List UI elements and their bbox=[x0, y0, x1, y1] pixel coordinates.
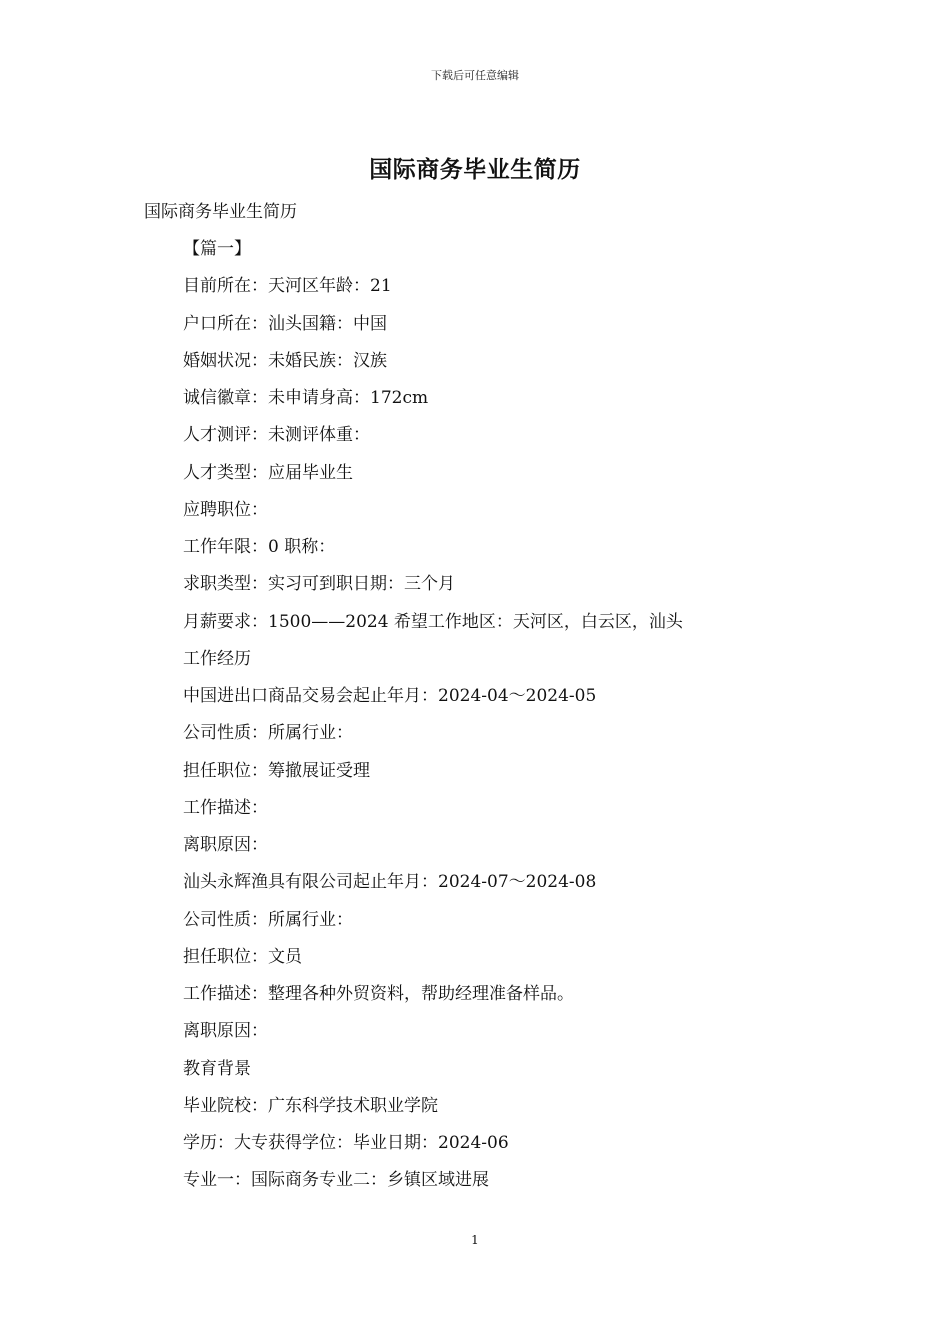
text-line: 目前所在：天河区年龄：21 bbox=[183, 276, 392, 297]
text-line: 公司性质：所属行业： bbox=[183, 723, 353, 744]
text-line: 工作年限：0 职称： bbox=[183, 537, 336, 557]
page-header: 下载后可任意编辑 bbox=[431, 69, 519, 82]
text-line: 中国进出口商品交易会起止年月：2024-04～2024-05 bbox=[183, 686, 597, 706]
text-line: 担任职位：文员 bbox=[183, 946, 302, 967]
text-line: 人才测评：未测评体重： bbox=[183, 425, 370, 446]
text-line: 诚信徽章：未申请身高：172cm bbox=[183, 388, 429, 408]
text-line: 离职原因： bbox=[183, 1021, 268, 1042]
text-line: 担任职位：筹撤展证受理 bbox=[183, 760, 370, 781]
text-line: 工作描述： bbox=[183, 797, 268, 818]
text-line: 人才类型：应届毕业生 bbox=[183, 462, 353, 483]
text-line: 求职类型：实习可到职日期：三个月 bbox=[183, 574, 455, 595]
text-line: 工作描述：整理各种外贸资料，帮助经理准备样品。 bbox=[183, 984, 574, 1004]
document-subtitle: 国际商务毕业生简历 bbox=[144, 202, 297, 222]
section-heading: 工作经历 bbox=[183, 648, 251, 669]
text-line: 学历：大专获得学位：毕业日期：2024-06 bbox=[183, 1133, 509, 1153]
text-line: 公司性质：所属行业： bbox=[183, 909, 353, 930]
text-line: 毕业院校：广东科学技术职业学院 bbox=[183, 1095, 438, 1116]
document-title: 国际商务毕业生简历 bbox=[369, 156, 581, 183]
text-line: 汕头永辉渔具有限公司起止年月：2024-07～2024-08 bbox=[183, 872, 597, 893]
text-line: 离职原因： bbox=[183, 835, 268, 855]
page-number: 1 bbox=[471, 1233, 479, 1247]
text-line: 月薪要求：1500——2024 希望工作地区：天河区，白云区，汕头 bbox=[183, 611, 683, 632]
section-heading: 教育背景 bbox=[183, 1058, 251, 1079]
text-line: 婚姻状况：未婚民族：汉族 bbox=[183, 350, 387, 371]
resume-body bbox=[183, 235, 883, 1204]
text-line: 应聘职位： bbox=[183, 499, 268, 520]
text-line: 户口所在：汕头国籍：中国 bbox=[183, 313, 387, 334]
text-line: 专业一：国际商务专业二：乡镇区域进展 bbox=[183, 1170, 489, 1191]
section-label: 【篇一】 bbox=[183, 239, 251, 259]
